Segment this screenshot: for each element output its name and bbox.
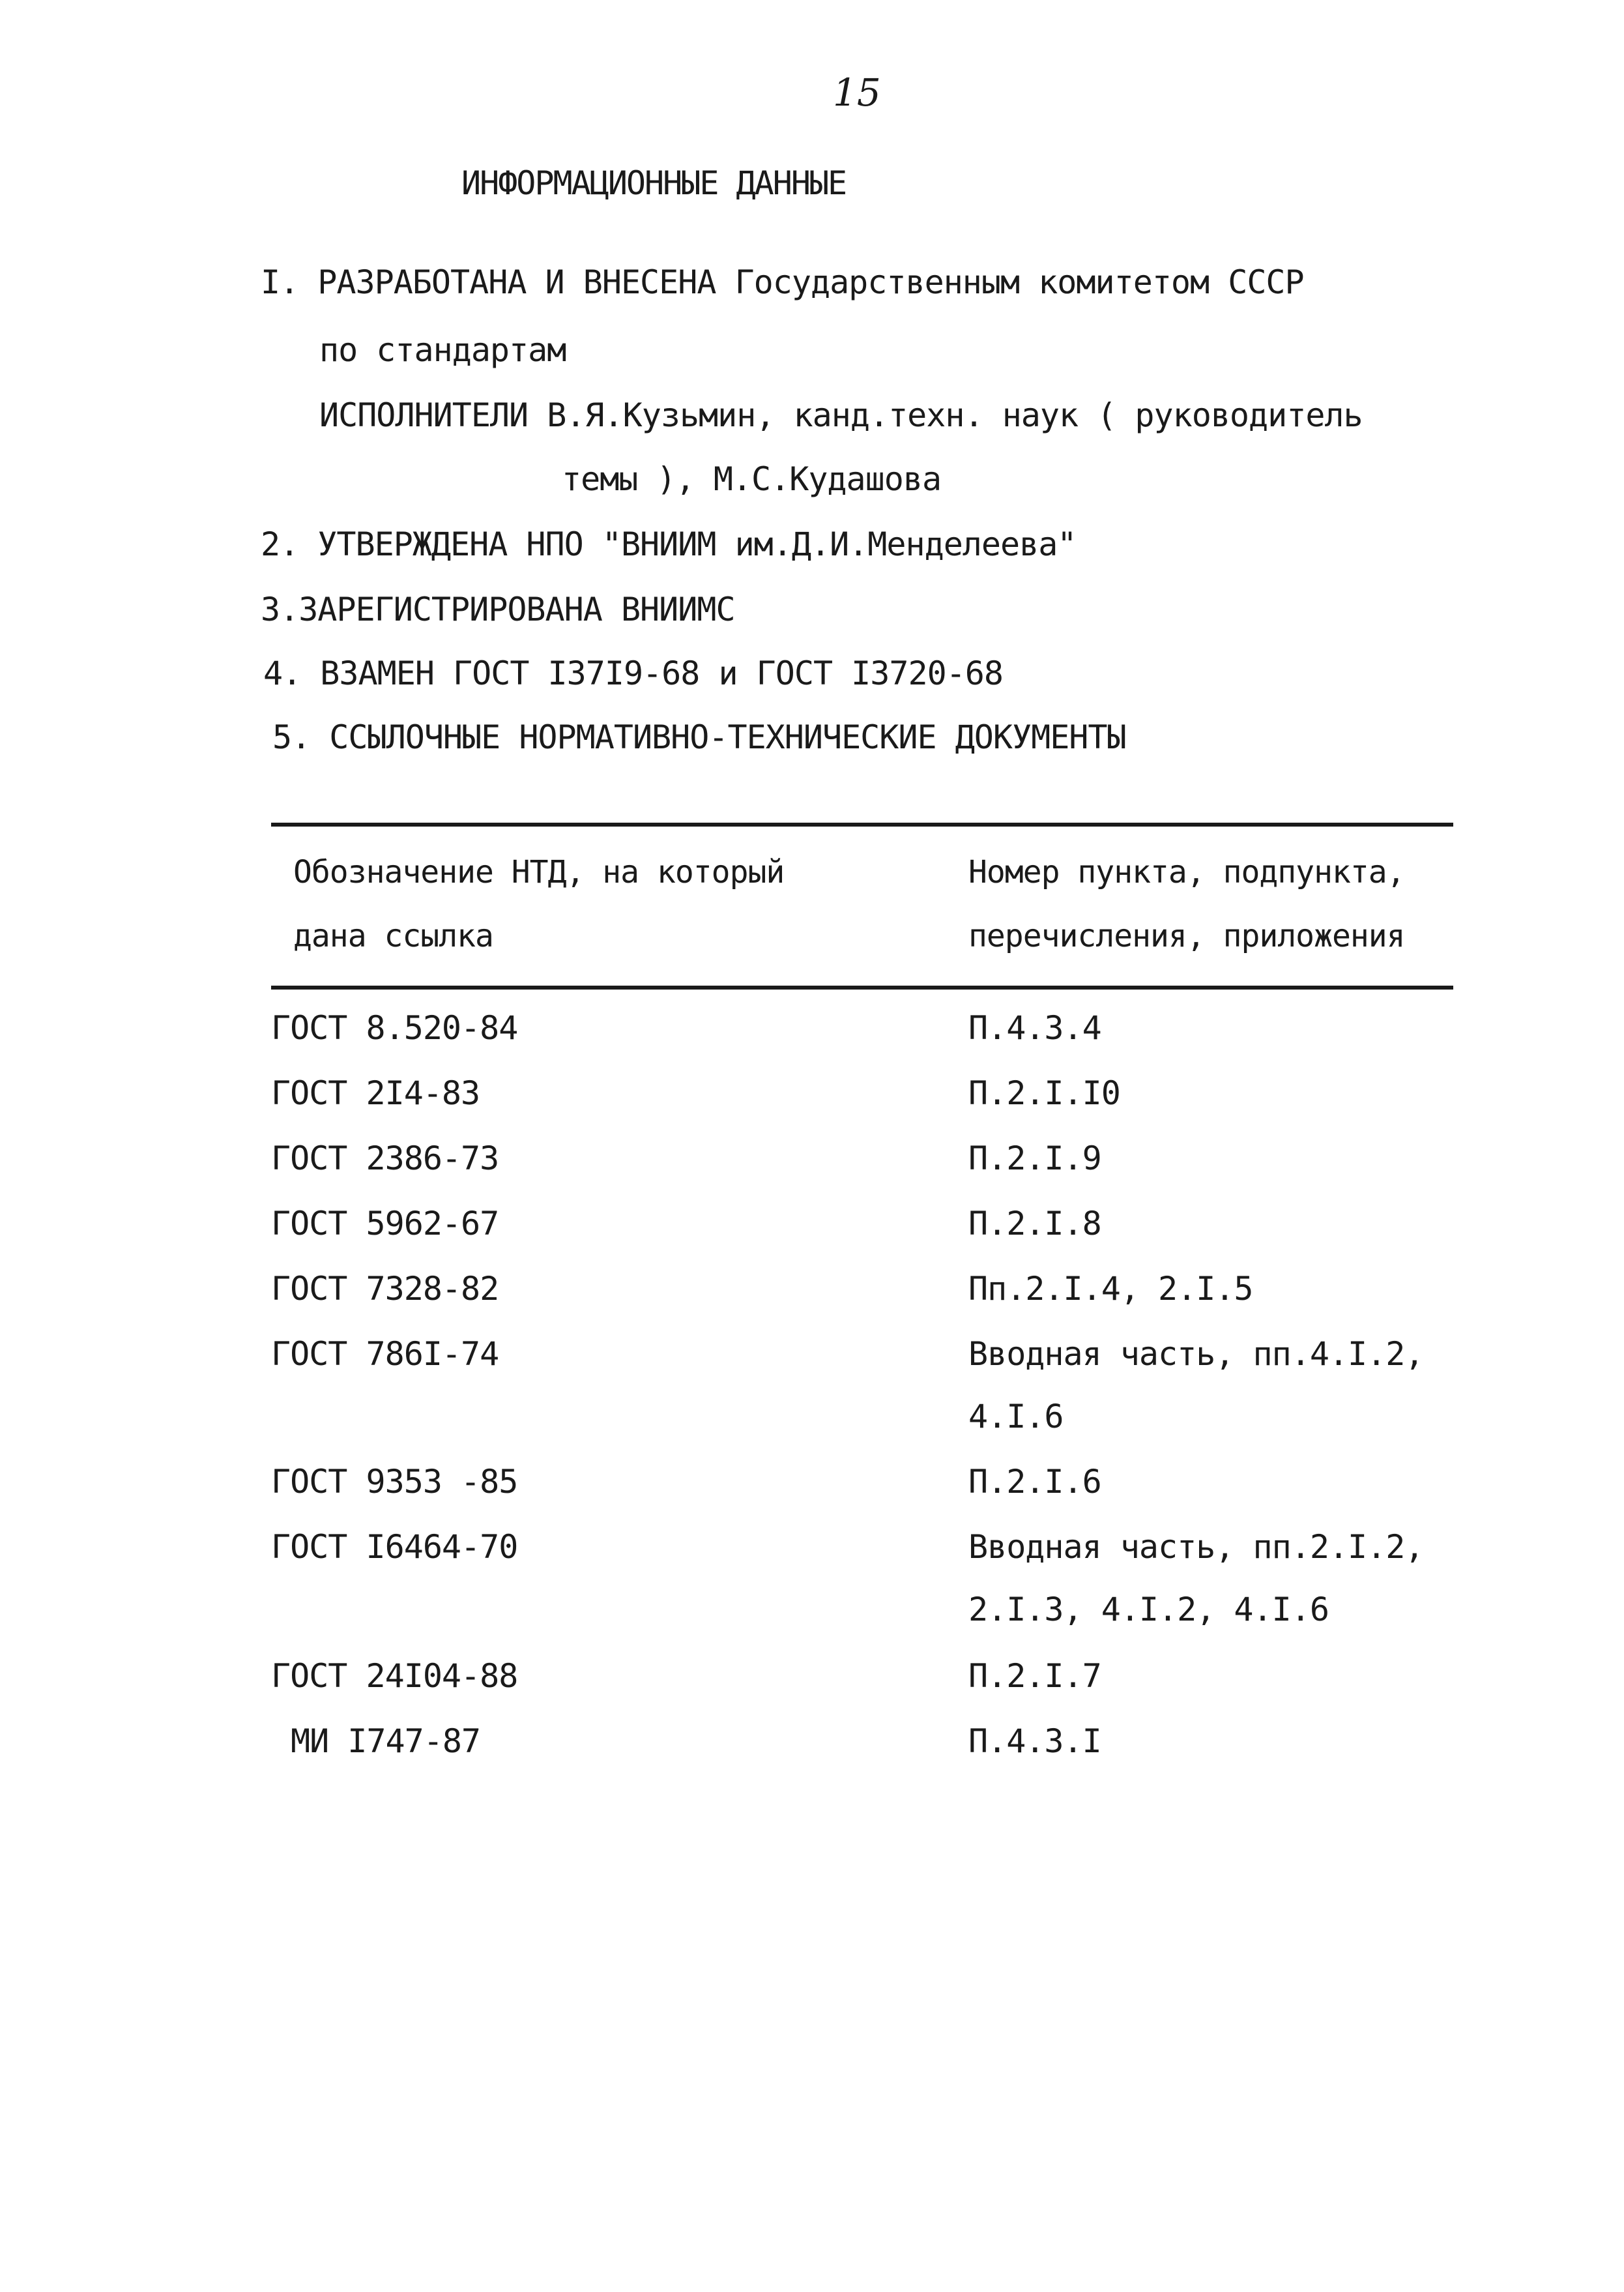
item-2: 2. УТВЕРЖДЕНА НПО "ВНИИМ им.Д.И.Менделеева" xyxy=(261,525,1077,563)
table-row-6-doc: ГОСТ 786I-74 xyxy=(271,1335,499,1373)
page-number: 15 xyxy=(833,70,881,115)
table-row-5-doc: ГОСТ 7328-82 xyxy=(271,1270,499,1308)
table-row-2-ref: П.2.I.I0 xyxy=(968,1074,1120,1112)
item-1: I. РАЗРАБОТАНА И ВНЕСЕНА Государственным комитетом СССР xyxy=(261,263,1304,301)
item-4: 4. ВЗАМЕН ГОСТ I37I9-68 и ГОСТ I3720-68 xyxy=(263,654,1003,692)
item-3: 3.ЗАРЕГИСТРИРОВАНА ВНИИМС xyxy=(261,591,735,628)
table-header-col1-line2: дана ссылка xyxy=(293,918,493,954)
table-row-4-doc: ГОСТ 5962-67 xyxy=(271,1205,499,1242)
item-1-cont: по стандартам xyxy=(319,331,566,369)
table-top-rule xyxy=(271,823,1453,827)
table-header-col2-line2: перечисления, приложения xyxy=(968,918,1405,954)
table-row-2-doc: ГОСТ 2I4-83 xyxy=(271,1074,480,1112)
table-row-4-ref: П.2.I.8 xyxy=(968,1205,1101,1242)
table-row-10-ref: 2.I.3, 4.I.2, 4.I.6 xyxy=(968,1591,1329,1628)
performers-line-cont: темы ), М.С.Кудашова xyxy=(562,460,942,498)
table-row-1-ref: П.4.3.4 xyxy=(968,1009,1101,1047)
table-header-col2-line1: Номер пункта, подпункта, xyxy=(968,854,1405,890)
table-row-12-ref: П.4.3.I xyxy=(968,1722,1101,1760)
table-row-11-doc: ГОСТ 24I04-88 xyxy=(271,1657,518,1695)
table-row-9-ref: Вводная часть, пп.2.I.2, xyxy=(968,1528,1424,1566)
table-row-8-ref: П.2.I.6 xyxy=(968,1463,1101,1501)
table-row-11-ref: П.2.I.7 xyxy=(968,1657,1101,1695)
table-row-3-doc: ГОСТ 2386-73 xyxy=(271,1139,499,1177)
table-row-8-doc: ГОСТ 9353 -85 xyxy=(271,1463,518,1501)
item-5: 5. ССЫЛОЧНЫЕ НОРМАТИВНО-ТЕХНИЧЕСКИЕ ДОКУМЕНТЫ xyxy=(272,718,1126,756)
performers-line: ИСПОЛНИТЕЛИ В.Я.Кузьмин, канд.техн. наук ( руководитель xyxy=(319,396,1363,434)
table-row-3-ref: П.2.I.9 xyxy=(968,1139,1101,1177)
table-row-1-doc: ГОСТ 8.520-84 xyxy=(271,1009,518,1047)
table-header-col1-line1: Обозначение НТД, на который xyxy=(293,854,785,890)
table-header-rule xyxy=(271,986,1453,990)
table-row-9-doc: ГОСТ I6464-70 xyxy=(271,1528,518,1566)
table-row-6-ref: Вводная часть, пп.4.I.2, xyxy=(968,1335,1424,1373)
page-title: ИНФОРМАЦИОННЫЕ ДАННЫЕ xyxy=(461,164,847,202)
table-row-7-ref: 4.I.6 xyxy=(968,1398,1064,1435)
table-row-5-ref: Пп.2.I.4, 2.I.5 xyxy=(968,1270,1253,1308)
table-row-12-doc: МИ I747-87 xyxy=(291,1722,481,1760)
